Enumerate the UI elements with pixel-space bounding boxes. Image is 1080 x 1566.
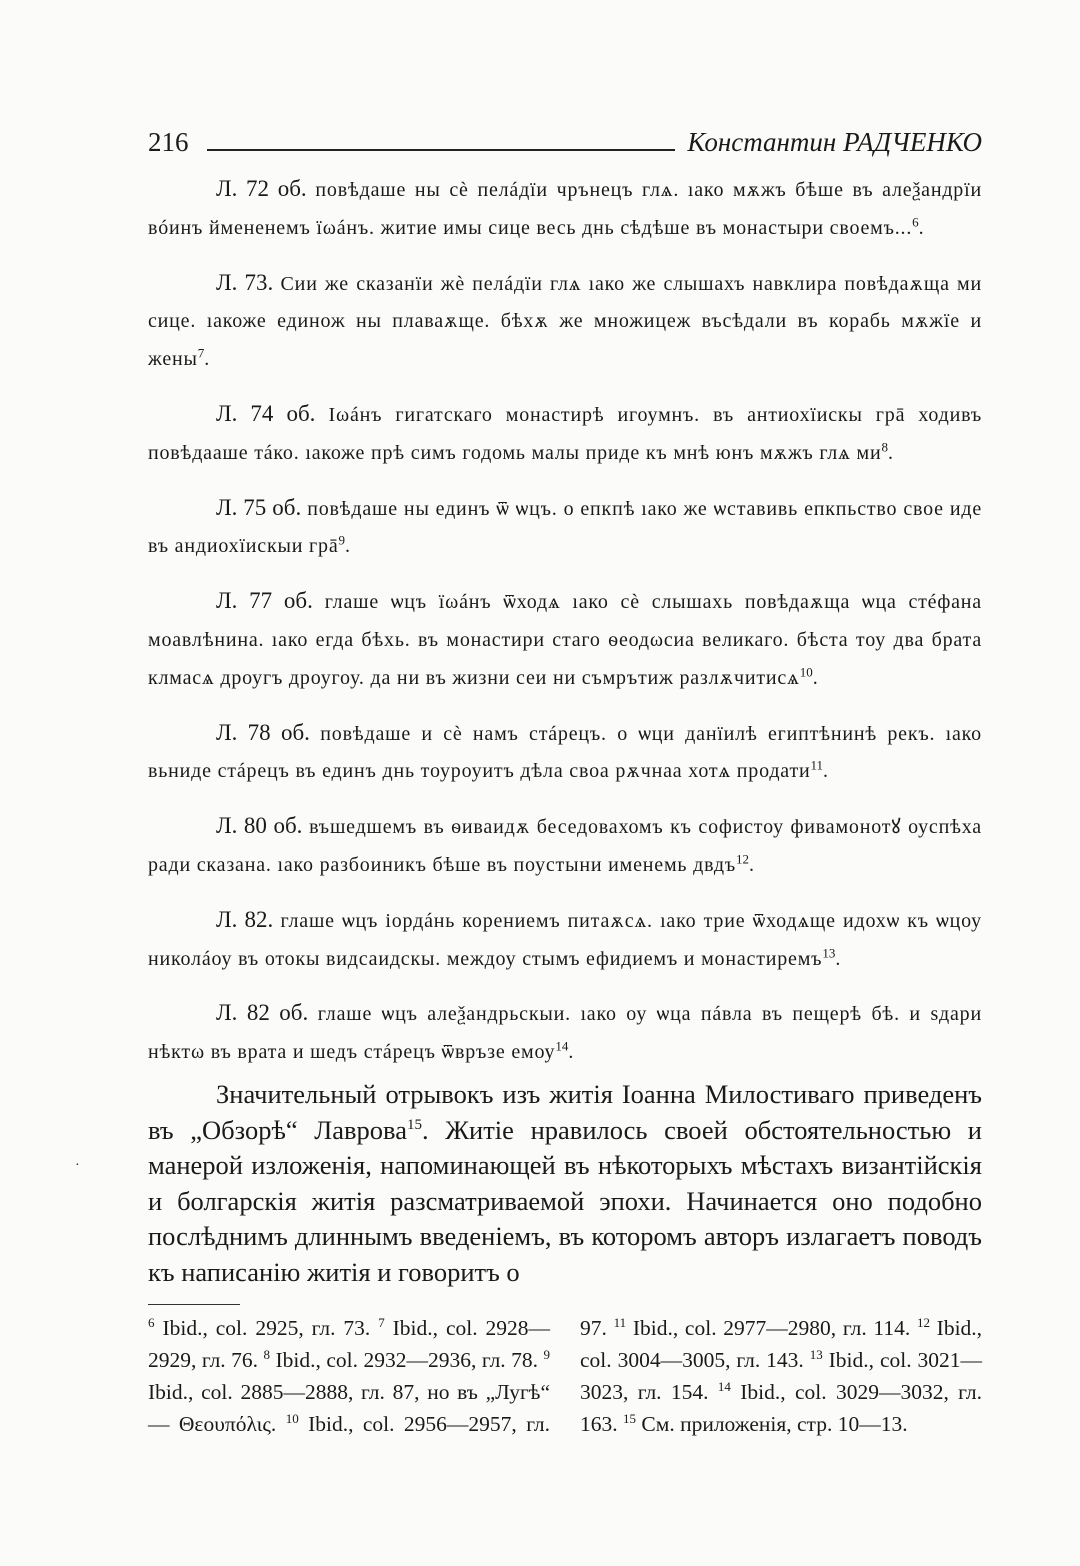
footnote-marker[interactable]: 11	[810, 757, 824, 773]
folio-reference: Л. 78 об.	[216, 719, 310, 745]
header-rule	[207, 149, 676, 151]
running-header	[148, 116, 982, 156]
footnote-marker[interactable]: 10	[799, 664, 813, 680]
quotation-entry: Л. 77 об. глаше ѡцъ ïωáнъ ѿходѧ ıако сѐ слышахь повѣдаѫща ѡца стéфана моавлѣнина. ıако егда бѣхь. въ монастири стаго ѳеодωсиа великаго. бѣста тоу два брата клмасѧ дроугъ дроугоу. да ни въ жизни сеи ни съмрътиж разлѫчитисѧ$^{10}$.	[148, 588, 982, 689]
quotation-text: повѣдаше и сѐ намъ стáрецъ. о ѡци данїилѣ египтѣнинѣ рекъ. ıако вьниде стáрецъ въ единъ днь тоуроуитъ дѣла своа рѫчнаа хотѧ продати	[148, 722, 982, 783]
quotation-text: глаше ѡцъ ïωáнъ ѿходѧ ıако сѐ слышахь повѣдаѫща ѡца стéфана моавлѣнина. ıако егда бѣхь. въ монастири стаго ѳеодωсиа великаго. бѣста тоу два брата клмасѧ дроугъ дроугоу. да ни въ жизни сеи ни съмрътиж разлѫчитисѧ	[148, 591, 982, 689]
footnote: $^{13}$ Ibid., col. 3021—3023, гл. 154.	[580, 1346, 983, 1404]
running-head-author: Константин РАДЧЕНКО	[687, 127, 982, 157]
quotation-text: Сии же сказанїи жѐ пелáдїи глѧ ıако же слышахъ навклира повѣдаѫща ми сице. ıакоже единож ны плаваѫще. бѣхѫ же множицеж въсѣдали въ корабь мѫжїе и жены	[148, 272, 982, 371]
footnote-marker[interactable]: 14	[555, 1038, 569, 1054]
footnote-marker[interactable]: 8	[881, 439, 888, 455]
folio-reference: Л. 77 об.	[216, 588, 313, 614]
footnote: $^8$ Ibid., col. 2932—2936, гл. 78.	[263, 1346, 539, 1372]
folio-reference: Л. 73.	[216, 269, 274, 295]
page-number: 216	[148, 127, 189, 157]
footnote: $^{14}$ Ibid., col. 3029—3032, гл. 163.	[580, 1378, 983, 1436]
quotation-text: Iωáнъ гигатскаго монастирѣ игоумнъ. въ антиохïискы грā ходивъ повѣдааше тáко. ıакоже прѣ симъ годомь малы приде къ мнѣ юнъ мѫжъ глѧ ми	[148, 403, 982, 464]
footnote-marker[interactable]: 6	[912, 214, 919, 230]
quotation-entry: Л. 72 об. повѣдаше ны сѐ пелáдїи чрънецъ глѧ. ıако мѫжъ бѣше въ алеѯандрїи вóинъ ймененемъ ïωáнъ. житие имы сице весь днь сѣдѣше въ монастыри своемъ...$^6$.	[148, 176, 982, 239]
folio-reference: Л. 82.	[216, 906, 274, 932]
quotation-list	[148, 170, 982, 1088]
quotation-entry: Л. 74 об. Iωáнъ гигатскаго монастирѣ игоумнъ. въ антиохïискы грā ходивъ повѣдааше тáко. ıакоже прѣ симъ годомь малы приде къ мнѣ юнъ мѫжъ глѧ $ми^8$.	[148, 400, 982, 464]
footnote-marker[interactable]: 9	[338, 532, 346, 548]
footnote: $^{12}$ Ibid., col. 3004—3005, гл. 143.	[580, 1314, 983, 1372]
quotation-entry: Л. 75 об. повѣдаше ны единъ ѿ ѡцъ. о епкпѣ ıако же ѡставивь епкпьство свое иде въ андиохïискыи грā$^9$.	[148, 494, 982, 558]
footnote: $^9$ Ibid., col. 2885—2888, гл. 87, но въ „Лугѣ“ — Θεουπόλις.	[148, 1346, 551, 1436]
body-paragraph: Значительный отрывокъ изъ житія Іоанна Милостиваго приведенъ въ „Обзорѣ“ Лаврова$^{15}$. Житіе нравилось своей обстоятельностью и манерой изложенія, напоминающей въ нѣкоторыхъ мѣстахъ византійскія и болгарскія житія разсматриваемой эпохи. Начинается оно подобно послѣднимъ длиннымъ введеніемъ, въ которомъ авторъ излагаетъ поводъ къ написанію житія и говоритъ о	[148, 1079, 982, 1287]
footnote: $^6$ Ibid., col. 2925, гл. 73.	[148, 1314, 371, 1340]
quotation-text: повѣдаше ны сѐ пелáдїи чрънецъ глѧ. ıако мѫжъ бѣше въ алеѯандрїи вóинъ ймененемъ ïωáнъ. житие имы сице весь днь сѣдѣше въ монастыри своемъ...	[148, 179, 982, 239]
folio-reference: Л. 74 об.	[216, 400, 316, 426]
quotation-text: глаше ѡцъ алеѯандрьскыи. ıако оу ѡца пáвла въ пещерѣ бѣ. и ѕдари нѣктω въ врата и шедъ стáрецъ ѿвръзе емоу	[148, 1003, 982, 1064]
quotation-text: въшедшемъ въ ѳиваидѫ беседовахомъ къ софистоу фивамонотꙋ оуспѣха ради сказана. ıако разбоиникъ бѣше въ поустыни именемь двдъ	[148, 816, 982, 876]
quotation-entry: Л. 82. глаше ѡцъ iордáнь корениемъ питаѫсѧ. ıако трие ѿходѧще идохѡ къ ѡцоу николáоу въ отокы видсаидскы. междоу стымъ ефидиемъ и монастиремъ$^{13}$.	[148, 906, 982, 970]
footnote: $^{11}$ Ibid., col. 2977—2980, гл. 114.	[613, 1314, 911, 1340]
footnotes	[148, 1312, 982, 1440]
folio-reference: Л. 75 об.	[216, 494, 302, 520]
folio-reference: Л. 80 об.	[216, 813, 303, 839]
quotation-entry: Л. 82 об. глаше ѡцъ алеѯандрьскыи. ıако оу ѡца пáвла въ пещерѣ бѣ. и ѕдари нѣктω въ врата и шедъ стáрецъ ѿвръзе емоу$^{14}$.	[148, 1000, 982, 1064]
folio-reference: Л. 72 об.	[216, 176, 307, 201]
quotation-text: глаше ѡцъ iордáнь корениемъ питаѫсѧ. ıако трие ѿходѧще идохѡ къ ѡцоу николáоу въ отокы видсаидскы. междоу стымъ ефидиемъ и монастиремъ	[148, 909, 982, 970]
margin-speck: ·	[75, 1158, 80, 1173]
quotation-entry: Л. 73. Сии же сказанїи жѐ пелáдїи глѧ ıако же слышахъ навклира повѣдаѫща ми сице. ıакоже единож ны плаваѫще. бѣхѫ же множицеж въсѣдали въ корабь мѫжїе и жены$^7$.	[148, 269, 982, 371]
footnote-marker[interactable]: 12	[735, 851, 749, 867]
quotation-entry: Л. 78 об. повѣдаше и сѐ намъ стáрецъ. о ѡци данїилѣ египтѣнинѣ рекъ. ıако вьниде стáрецъ въ единъ днь тоуроуитъ дѣла своа рѫчнаа хотѧ продати$^{11}$.	[148, 719, 982, 783]
footnote-marker[interactable]: 15	[406, 1116, 422, 1133]
folio-reference: Л. 82 об.	[216, 1000, 309, 1026]
footnote-separator	[148, 1304, 240, 1305]
footnote: $^7$ Ibid., col. 2928—2929, гл. 76.	[148, 1314, 551, 1372]
quotation-entry: Л. 80 об. въшедшемъ въ ѳиваидѫ беседовахомъ къ софистоу фивамонотꙋ оуспѣха ради сказана. ıако разбоиникъ бѣше въ поустыни именемь двдъ$^{12}$.	[148, 813, 982, 876]
footnote-marker[interactable]: 7	[197, 345, 205, 361]
footnote: $^{15}$ См. приложенія, стр. 10—13.	[623, 1410, 908, 1436]
footnote-marker[interactable]: 13	[822, 944, 836, 960]
quotation-text: повѣдаше ны единъ ѿ ѡцъ. о епкпѣ ıако же ѡставивь епкпьство свое иде въ андиохïискыи грā	[148, 497, 982, 558]
footnote: $^{10}$ Ibid., col. 2956—2957, гл. 97.	[285, 1316, 607, 1436]
